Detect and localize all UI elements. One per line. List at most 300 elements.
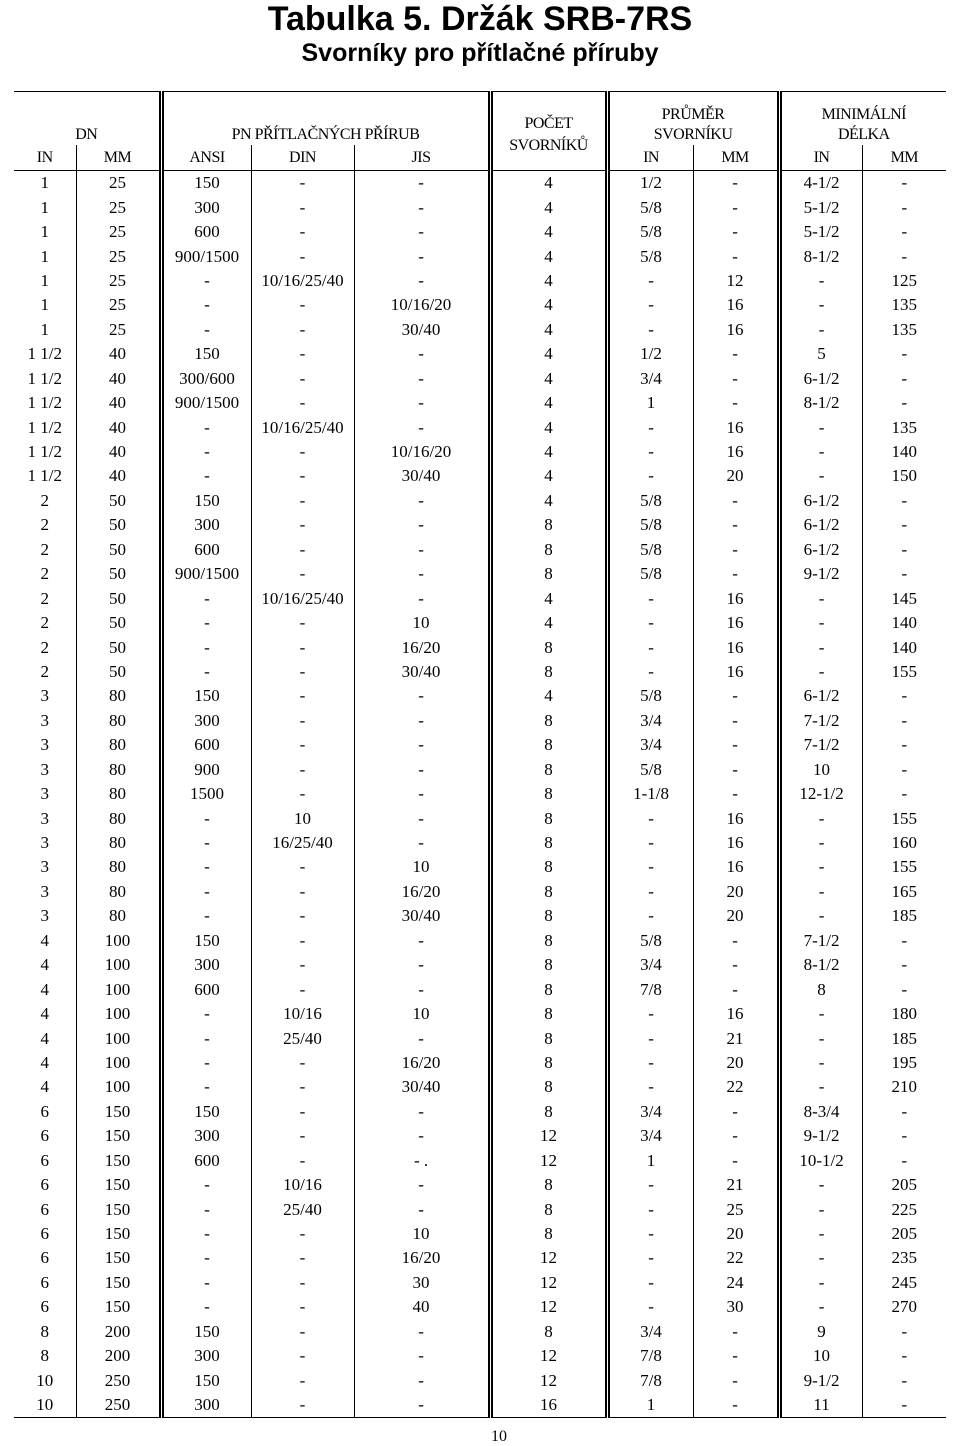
cell-bolt-count: 4 <box>490 171 607 196</box>
cell-length-mm: - <box>862 684 946 708</box>
cell-bolt-count: 4 <box>490 586 607 610</box>
cell-pn-din: - <box>251 733 354 757</box>
cell-pn-din: - <box>251 244 354 268</box>
cell-diameter-mm: 20 <box>693 464 779 488</box>
cell-dn-mm: 250 <box>76 1368 161 1392</box>
cell-length-mm: - <box>862 1344 946 1368</box>
cell-pn-din: - <box>251 171 354 196</box>
table-row <box>14 1368 946 1392</box>
cell-dn-in: 1 <box>40 197 49 217</box>
cell-pn-jis: - <box>354 171 490 196</box>
table-row <box>14 758 946 782</box>
cell-bolt-count: 8 <box>490 635 607 659</box>
cell-pn-ansi: 300 <box>161 1344 251 1368</box>
cell-pn-ansi: 600 <box>161 1149 251 1173</box>
subheader-ansi: ANSI <box>161 145 251 171</box>
cell-dn-in: 4 <box>40 1028 49 1048</box>
cell-pn-jis: 16/20 <box>354 635 490 659</box>
cell-diameter-mm: 16 <box>693 831 779 855</box>
table-row <box>14 586 946 610</box>
table-row <box>14 1222 946 1246</box>
cell-diameter-mm: 21 <box>693 1026 779 1050</box>
cell-pn-jis: - <box>354 220 490 244</box>
cell-bolt-count: 8 <box>490 1320 607 1344</box>
cell-diameter-in: 3/4 <box>607 953 693 977</box>
cell-pn-jis: - <box>354 513 490 537</box>
cell-length-in: - <box>779 635 862 659</box>
cell-dn-in: 1 <box>40 222 49 242</box>
cell-length-mm: - <box>862 782 946 806</box>
cell-pn-din: - <box>251 684 354 708</box>
cell-bolt-count: 8 <box>490 977 607 1001</box>
table-row <box>14 440 946 464</box>
cell-length-mm: - <box>862 244 946 268</box>
cell-diameter-mm: - <box>693 562 779 586</box>
cell-length-in: 11 <box>779 1393 862 1418</box>
cell-diameter-in: 7/8 <box>607 977 693 1001</box>
cell-dn-in: 3 <box>40 833 49 853</box>
cell-diameter-in: - <box>607 318 693 342</box>
page-number: 10 <box>491 1428 507 1445</box>
cell-pn-jis: 10/16/20 <box>354 440 490 464</box>
cell-pn-din: - <box>251 367 354 391</box>
cell-diameter-in: 3/4 <box>607 733 693 757</box>
cell-diameter-in: - <box>607 1246 693 1270</box>
cell-dn-mm: 40 <box>76 342 161 366</box>
cell-length-in: - <box>779 269 862 293</box>
cell-pn-jis: - <box>354 1393 490 1418</box>
cell-bolt-count: 16 <box>490 1393 607 1418</box>
cell-length-mm: - <box>862 953 946 977</box>
cell-pn-din: - <box>251 880 354 904</box>
cell-bolt-count: 4 <box>490 318 607 342</box>
cell-diameter-mm: - <box>693 1100 779 1124</box>
cell-pn-jis: - <box>354 1344 490 1368</box>
cell-dn-in: 6 <box>40 1175 49 1195</box>
cell-dn-in: 1 <box>40 173 49 193</box>
cell-diameter-in: 3/4 <box>607 367 693 391</box>
cell-diameter-in: - <box>607 464 693 488</box>
cell-dn-mm: 50 <box>76 635 161 659</box>
cell-dn-mm: 50 <box>76 489 161 513</box>
cell-diameter-mm: 16 <box>693 440 779 464</box>
cell-dn-mm: 40 <box>76 464 161 488</box>
cell-pn-din: - <box>251 489 354 513</box>
cell-dn-in: 1 1/2 <box>27 442 62 462</box>
cell-pn-jis: 16/20 <box>354 880 490 904</box>
cell-pn-ansi: 600 <box>161 538 251 562</box>
cell-diameter-mm: 16 <box>693 318 779 342</box>
cell-diameter-mm: - <box>693 758 779 782</box>
cell-pn-din: - <box>251 1051 354 1075</box>
cell-diameter-in: 5/8 <box>607 195 693 219</box>
cell-dn-mm: 80 <box>76 684 161 708</box>
cell-dn-in: 4 <box>40 1077 49 1097</box>
cell-length-in: - <box>779 611 862 635</box>
cell-dn-mm: 25 <box>76 318 161 342</box>
cell-pn-ansi: - <box>161 1197 251 1221</box>
cell-pn-ansi: - <box>161 611 251 635</box>
cell-dn-mm: 50 <box>76 586 161 610</box>
cell-bolt-count: 8 <box>490 709 607 733</box>
cell-diameter-in: 5/8 <box>607 562 693 586</box>
cell-bolt-count: 4 <box>490 195 607 219</box>
cell-diameter-in: - <box>607 293 693 317</box>
table-row <box>14 1197 946 1221</box>
cell-pn-ansi: 600 <box>161 220 251 244</box>
cell-pn-jis: - <box>354 1173 490 1197</box>
cell-pn-ansi: - <box>161 1051 251 1075</box>
table-row <box>14 1295 946 1319</box>
cell-bolt-count: 4 <box>490 440 607 464</box>
cell-dn-in: 3 <box>40 735 49 755</box>
cell-pn-ansi: 600 <box>161 733 251 757</box>
cell-pn-jis: 16/20 <box>354 1051 490 1075</box>
cell-diameter-mm: - <box>693 709 779 733</box>
cell-pn-ansi: - <box>161 806 251 830</box>
cell-diameter-in: 5/8 <box>607 538 693 562</box>
cell-dn-in: 10 <box>36 1370 54 1390</box>
cell-length-mm: - <box>862 733 946 757</box>
table-row <box>14 1100 946 1124</box>
cell-pn-ansi: 300 <box>161 513 251 537</box>
cell-bolt-count: 8 <box>490 1026 607 1050</box>
cell-length-mm: - <box>862 367 946 391</box>
cell-length-mm: - <box>862 1368 946 1392</box>
cell-diameter-in: 1/2 <box>607 171 693 196</box>
cell-dn-in: 3 <box>40 881 49 901</box>
cell-pn-ansi: - <box>161 415 251 439</box>
cell-length-in: 6-1/2 <box>779 538 862 562</box>
cell-diameter-mm: - <box>693 342 779 366</box>
cell-pn-jis: - <box>354 195 490 219</box>
table-row <box>14 415 946 439</box>
cell-dn-in: 4 <box>40 1052 49 1072</box>
cell-bolt-count: 4 <box>490 464 607 488</box>
cell-pn-jis: - <box>354 709 490 733</box>
cell-diameter-mm: - <box>693 782 779 806</box>
cell-pn-ansi: - <box>161 586 251 610</box>
cell-diameter-in: - <box>607 415 693 439</box>
cell-length-in: - <box>779 880 862 904</box>
table-row <box>14 318 946 342</box>
cell-diameter-mm: - <box>693 977 779 1001</box>
cell-length-mm: 160 <box>862 831 946 855</box>
cell-dn-in: 4 <box>40 955 49 975</box>
cell-bolt-count: 8 <box>490 953 607 977</box>
cell-pn-jis: 10 <box>354 855 490 879</box>
cell-length-mm: - <box>862 513 946 537</box>
cell-pn-jis: - <box>354 1320 490 1344</box>
cell-bolt-count: 8 <box>490 929 607 953</box>
cell-pn-jis: - <box>354 586 490 610</box>
table-row <box>14 782 946 806</box>
cell-length-in: 8-1/2 <box>779 244 862 268</box>
cell-diameter-mm: 16 <box>693 415 779 439</box>
cell-length-mm: - <box>862 1100 946 1124</box>
cell-pn-jis: - <box>354 538 490 562</box>
cell-dn-in: 6 <box>40 1199 49 1219</box>
cell-pn-din: - <box>251 758 354 782</box>
cell-length-mm: - <box>862 1393 946 1418</box>
cell-bolt-count: 4 <box>490 293 607 317</box>
cell-bolt-count: 4 <box>490 342 607 366</box>
cell-diameter-in: 5/8 <box>607 489 693 513</box>
header-prumer <box>607 92 779 146</box>
header-pocet-line2: SVORNÍKŮ <box>509 137 588 154</box>
cell-dn-mm: 200 <box>76 1320 161 1344</box>
cell-dn-in: 2 <box>40 515 49 535</box>
cell-dn-in: 1 1/2 <box>27 417 62 437</box>
cell-pn-jis: 30/40 <box>354 318 490 342</box>
header-delka-line1: MINIMÁLNÍ <box>821 106 906 123</box>
cell-dn-in: 1 1/2 <box>27 344 62 364</box>
cell-diameter-in: - <box>607 1197 693 1221</box>
cell-dn-in: 6 <box>40 1297 49 1317</box>
cell-dn-mm: 25 <box>76 293 161 317</box>
cell-dn-mm: 50 <box>76 611 161 635</box>
header-delka <box>779 92 946 146</box>
cell-dn-mm: 25 <box>76 171 161 196</box>
cell-pn-din: - <box>251 977 354 1001</box>
cell-pn-ansi: 150 <box>161 1368 251 1392</box>
cell-dn-in: 4 <box>40 979 49 999</box>
cell-bolt-count: 4 <box>490 269 607 293</box>
cell-diameter-mm: - <box>693 513 779 537</box>
cell-length-mm: - <box>862 538 946 562</box>
header-prumer-line2: SVORNÍKU <box>653 126 733 143</box>
subheader-din: DIN <box>251 145 354 171</box>
cell-pn-din: 10 <box>251 806 354 830</box>
cell-pn-jis: - <box>354 733 490 757</box>
cell-dn-mm: 150 <box>76 1197 161 1221</box>
cell-pn-jis: 40 <box>354 1295 490 1319</box>
cell-length-in: - <box>779 855 862 879</box>
table-row <box>14 684 946 708</box>
cell-diameter-in: 5/8 <box>607 513 693 537</box>
cell-diameter-mm: 12 <box>693 269 779 293</box>
cell-pn-ansi: 900/1500 <box>161 244 251 268</box>
cell-length-mm: 140 <box>862 611 946 635</box>
cell-length-mm: 155 <box>862 806 946 830</box>
cell-diameter-in: 3/4 <box>607 1100 693 1124</box>
cell-dn-in: 1 <box>40 246 49 266</box>
cell-length-in: 9-1/2 <box>779 1368 862 1392</box>
cell-pn-din: 10/16 <box>251 1173 354 1197</box>
cell-length-in: 7-1/2 <box>779 709 862 733</box>
table-row <box>14 342 946 366</box>
cell-diameter-mm: - <box>693 391 779 415</box>
cell-dn-mm: 80 <box>76 758 161 782</box>
header-dn: DN <box>14 92 161 146</box>
cell-dn-in: 3 <box>40 857 49 877</box>
cell-diameter-mm: 16 <box>693 611 779 635</box>
cell-dn-in: 10 <box>14 1393 76 1418</box>
cell-dn-in: 1 <box>40 319 49 339</box>
cell-pn-jis: - <box>354 929 490 953</box>
cell-length-in: - <box>779 1246 862 1270</box>
cell-length-in: 7-1/2 <box>779 733 862 757</box>
table-row <box>14 489 946 513</box>
cell-dn-in: 3 <box>40 686 49 706</box>
header-delka-line2: DÉLKA <box>837 126 890 143</box>
table-row <box>14 244 946 268</box>
cell-diameter-mm: - <box>693 1320 779 1344</box>
cell-dn-mm: 80 <box>76 855 161 879</box>
cell-pn-din: - <box>251 611 354 635</box>
cell-dn-in: 8 <box>40 1321 49 1341</box>
cell-dn-mm: 25 <box>76 269 161 293</box>
cell-pn-ansi: 150 <box>161 684 251 708</box>
cell-length-in: - <box>779 464 862 488</box>
cell-dn-mm: 25 <box>76 244 161 268</box>
cell-diameter-mm: 21 <box>693 1173 779 1197</box>
cell-pn-din: - <box>251 1100 354 1124</box>
subheader-prumer-in: IN <box>607 145 693 171</box>
cell-pn-din: - <box>251 929 354 953</box>
cell-dn-in: 3 <box>40 759 49 779</box>
cell-length-in: 8 <box>779 977 862 1001</box>
cell-pn-jis: 10/16/20 <box>354 293 490 317</box>
cell-pn-din: - <box>251 1320 354 1344</box>
cell-diameter-mm: - <box>693 1344 779 1368</box>
cell-diameter-in: - <box>607 880 693 904</box>
cell-dn-mm: 50 <box>76 513 161 537</box>
cell-pn-din: 10/16/25/40 <box>251 269 354 293</box>
cell-length-mm: - <box>862 1149 946 1173</box>
cell-length-in: 7-1/2 <box>779 929 862 953</box>
cell-pn-ansi: 300/600 <box>161 367 251 391</box>
cell-diameter-in: 7/8 <box>607 1368 693 1392</box>
cell-pn-ansi: - <box>161 318 251 342</box>
table-row <box>14 709 946 733</box>
cell-diameter-in: 7/8 <box>607 1344 693 1368</box>
cell-bolt-count: 8 <box>490 855 607 879</box>
cell-length-mm: - <box>862 171 946 196</box>
cell-dn-mm: 80 <box>76 904 161 928</box>
cell-pn-din: - <box>251 635 354 659</box>
cell-length-in: 6-1/2 <box>779 367 862 391</box>
cell-bolt-count: 4 <box>490 220 607 244</box>
cell-pn-jis: - <box>354 489 490 513</box>
cell-pn-ansi: - <box>161 440 251 464</box>
cell-pn-ansi: - <box>161 464 251 488</box>
cell-dn-in: 2 <box>40 490 49 510</box>
cell-pn-jis: - <box>354 1124 490 1148</box>
cell-dn-in: 8 <box>40 1346 49 1366</box>
cell-dn-in: 6 <box>40 1224 49 1244</box>
cell-pn-din: - <box>251 1295 354 1319</box>
cell-bolt-count: 8 <box>490 733 607 757</box>
cell-pn-ansi: 300 <box>161 953 251 977</box>
cell-length-in: 6-1/2 <box>779 489 862 513</box>
cell-dn-in: 2 <box>40 613 49 633</box>
cell-pn-din: - <box>251 1393 354 1418</box>
cell-pn-din: - <box>251 513 354 537</box>
cell-pn-jis: - <box>354 953 490 977</box>
cell-pn-jis: - <box>354 342 490 366</box>
cell-bolt-count: 8 <box>490 831 607 855</box>
cell-pn-ansi: 900/1500 <box>161 391 251 415</box>
cell-dn-in: 1 1/2 <box>27 466 62 486</box>
cell-dn-in: 2 <box>40 637 49 657</box>
cell-length-mm: 245 <box>862 1271 946 1295</box>
cell-dn-mm: 150 <box>76 1173 161 1197</box>
cell-dn-mm: 100 <box>76 929 161 953</box>
cell-diameter-mm: - <box>693 953 779 977</box>
cell-bolt-count: 8 <box>490 562 607 586</box>
subheader-delka-mm: MM <box>862 145 946 171</box>
cell-dn-in: 4 <box>40 1004 49 1024</box>
cell-dn-mm: 150 <box>76 1246 161 1270</box>
table-row <box>14 562 946 586</box>
cell-dn-mm: 80 <box>76 733 161 757</box>
cell-length-in: - <box>779 1026 862 1050</box>
cell-pn-ansi: - <box>161 880 251 904</box>
cell-dn-in: 1 <box>40 270 49 290</box>
cell-dn-mm: 250 <box>76 1393 161 1418</box>
cell-pn-din: - <box>251 660 354 684</box>
cell-pn-ansi: 150 <box>161 489 251 513</box>
cell-bolt-count: 4 <box>490 489 607 513</box>
cell-pn-din: 10/16/25/40 <box>251 586 354 610</box>
subheader-prumer-mm: MM <box>693 145 779 171</box>
table-row <box>14 293 946 317</box>
cell-diameter-in: 1-1/8 <box>607 782 693 806</box>
cell-pn-ansi: 150 <box>161 929 251 953</box>
cell-bolt-count: 8 <box>490 1075 607 1099</box>
cell-length-mm: - <box>862 195 946 219</box>
cell-pn-jis: 30/40 <box>354 660 490 684</box>
cell-diameter-in: 3/4 <box>607 1320 693 1344</box>
cell-dn-mm: 100 <box>76 977 161 1001</box>
cell-length-mm: 155 <box>862 660 946 684</box>
table-row <box>14 1393 946 1418</box>
cell-dn-in: 3 <box>40 710 49 730</box>
cell-dn-mm: 150 <box>76 1222 161 1246</box>
cell-bolt-count: 8 <box>490 1222 607 1246</box>
bolt-table <box>14 91 946 1418</box>
table-row <box>14 220 946 244</box>
table-row <box>14 391 946 415</box>
cell-diameter-mm: 20 <box>693 1222 779 1246</box>
cell-diameter-mm: - <box>693 220 779 244</box>
cell-pn-ansi: 150 <box>161 342 251 366</box>
cell-length-mm: 205 <box>862 1222 946 1246</box>
cell-pn-din: - <box>251 1246 354 1270</box>
cell-pn-jis: - <box>354 244 490 268</box>
cell-diameter-mm: - <box>693 1393 779 1418</box>
cell-dn-mm: 150 <box>76 1124 161 1148</box>
table-row <box>14 733 946 757</box>
cell-pn-jis: 10 <box>354 611 490 635</box>
cell-dn-mm: 100 <box>76 953 161 977</box>
cell-pn-ansi: - <box>161 1002 251 1026</box>
cell-diameter-mm: - <box>693 1368 779 1392</box>
cell-length-mm: - <box>862 220 946 244</box>
cell-pn-jis: 30/40 <box>354 1075 490 1099</box>
cell-bolt-count: 12 <box>490 1295 607 1319</box>
cell-dn-mm: 100 <box>76 1075 161 1099</box>
cell-pn-ansi: - <box>161 1173 251 1197</box>
cell-length-in: - <box>779 1051 862 1075</box>
cell-length-mm: 145 <box>862 586 946 610</box>
cell-dn-in: 1 1/2 <box>27 368 62 388</box>
cell-length-mm: 125 <box>862 269 946 293</box>
cell-pn-jis: - . <box>354 1149 490 1173</box>
cell-diameter-mm: 30 <box>693 1295 779 1319</box>
cell-pn-din: - <box>251 220 354 244</box>
